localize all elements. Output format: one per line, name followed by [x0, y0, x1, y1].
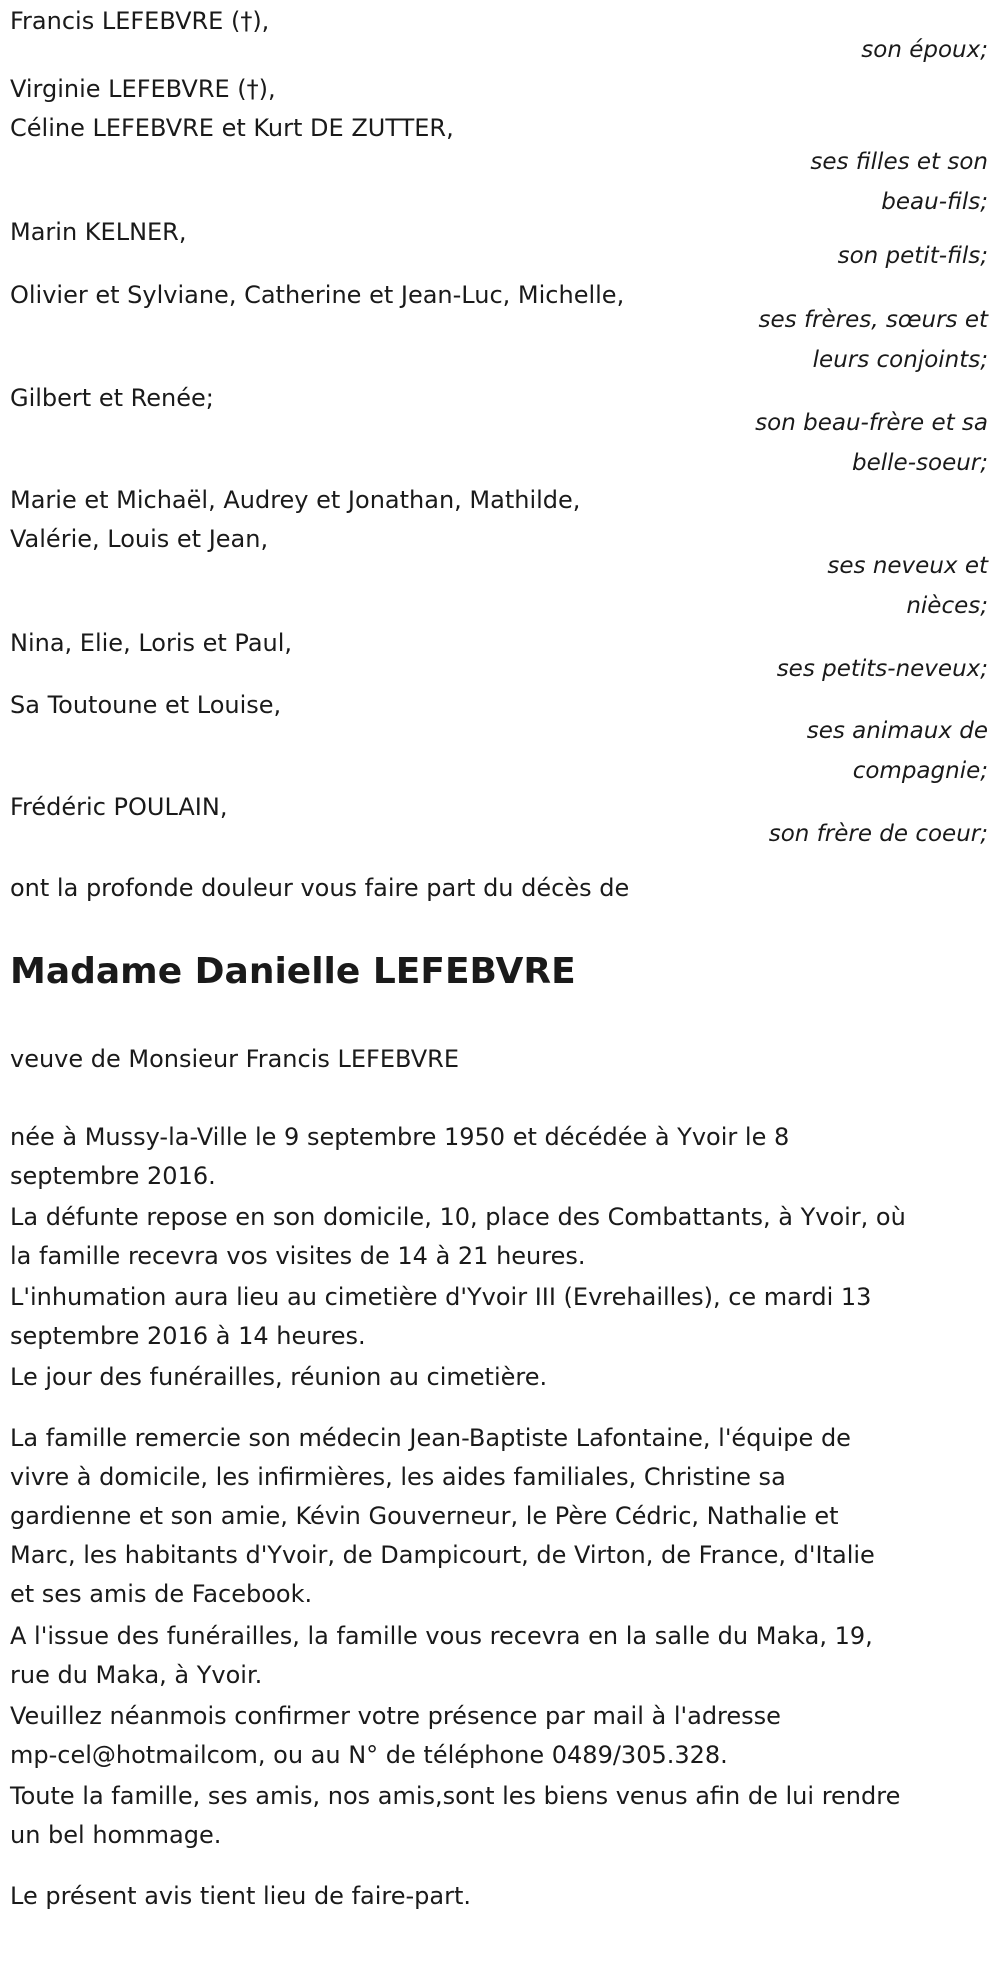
- relation-spouse: son époux;: [861, 37, 988, 63]
- birth-death-line1: née à Mussy-la-Ville le 9 septembre 1950 et décédée à Yvoir le 8: [10, 1123, 790, 1151]
- tribute-line2: un bel hommage.: [10, 1821, 222, 1849]
- family-member-frederic: Frédéric POULAIN,: [10, 793, 228, 821]
- relation-grandnephews: ses petits-neveux;: [776, 656, 988, 682]
- resting-place-line2: la famille recevra vos visites de 14 à 21 heures.: [10, 1242, 586, 1270]
- thanks-line3: gardienne et son amie, Kévin Gouverneur, le Père Cédric, Nathalie et: [10, 1502, 839, 1530]
- closing-note: Le présent avis tient lieu de faire-part.: [10, 1882, 472, 1910]
- relation-pets-line1: ses animaux de: [806, 718, 988, 744]
- family-member-nephews-line2: Valérie, Louis et Jean,: [10, 525, 269, 553]
- reception-line2: rue du Maka, à Yvoir.: [10, 1661, 263, 1689]
- thanks-line5: et ses amis de Facebook.: [10, 1580, 313, 1608]
- relation-heart-brother: son frère de coeur;: [768, 821, 988, 847]
- relation-siblings-line1: ses frères, sœurs et: [758, 307, 988, 333]
- family-member-siblings: Olivier et Sylviane, Catherine et Jean-Luc, Michelle,: [10, 281, 625, 309]
- reception-line1: A l'issue des funérailles, la famille vous recevra en la salle du Maka, 19,: [10, 1622, 873, 1650]
- relation-in-laws-line2: belle-soeur;: [852, 450, 988, 476]
- relation-in-laws-line1: son beau-frère et sa: [755, 410, 988, 436]
- burial-line2: septembre 2016 à 14 heures.: [10, 1322, 366, 1350]
- family-member-celine: Céline LEFEBVRE et Kurt DE ZUTTER,: [10, 114, 454, 142]
- relation-pets-line2: compagnie;: [852, 758, 988, 784]
- relation-siblings-line2: leurs conjoints;: [812, 347, 988, 373]
- family-member-pets: Sa Toutoune et Louise,: [10, 691, 282, 719]
- burial-line1: L'inhumation aura lieu au cimetière d'Yvoir III (Evrehailles), ce mardi 13: [10, 1283, 872, 1311]
- resting-place-line1: La défunte repose en son domicile, 10, place des Combattants, à Yvoir, où: [10, 1203, 906, 1231]
- family-member-gilbert: Gilbert et Renée;: [10, 384, 214, 412]
- widow-of: veuve de Monsieur Francis LEFEBVRE: [10, 1045, 459, 1073]
- thanks-line1: La famille remercie son médecin Jean-Baptiste Lafontaine, l'équipe de: [10, 1424, 851, 1452]
- tribute-line1: Toute la famille, ses amis, nos amis,sont les biens venus afin de lui rendre: [10, 1782, 901, 1810]
- relation-nephews-line1: ses neveux et: [827, 553, 988, 579]
- relation-daughters-line2: beau-fils;: [881, 189, 988, 215]
- birth-death-line2: septembre 2016.: [10, 1162, 216, 1190]
- family-member-francis: Francis LEFEBVRE (†),: [10, 7, 270, 35]
- meeting-note: Le jour des funérailles, réunion au cimetière.: [10, 1363, 548, 1391]
- thanks-line4: Marc, les habitants d'Yvoir, de Dampicourt, de Virton, de France, d'Italie: [10, 1541, 875, 1569]
- family-member-virginie: Virginie LEFEBVRE (†),: [10, 75, 276, 103]
- family-member-nephews-line1: Marie et Michaël, Audrey et Jonathan, Mathilde,: [10, 486, 581, 514]
- family-member-marin: Marin KELNER,: [10, 218, 187, 246]
- relation-daughters-line1: ses filles et son: [810, 149, 988, 175]
- deceased-name: Madame Danielle LEFEBVRE: [10, 951, 576, 992]
- confirm-line1: Veuillez néanmois confirmer votre présence par mail à l'adresse: [10, 1702, 781, 1730]
- confirm-line2: mp-cel@hotmailcom, ou au N° de téléphone 0489/305.328.: [10, 1741, 728, 1769]
- relation-nephews-line2: nièces;: [906, 593, 988, 619]
- announcement-intro: ont la profonde douleur vous faire part du décès de: [10, 874, 630, 902]
- thanks-line2: vivre à domicile, les infirmières, les aides familiales, Christine sa: [10, 1463, 786, 1491]
- family-member-grandnephews: Nina, Elie, Loris et Paul,: [10, 629, 293, 657]
- relation-grandson: son petit-fils;: [837, 243, 988, 269]
